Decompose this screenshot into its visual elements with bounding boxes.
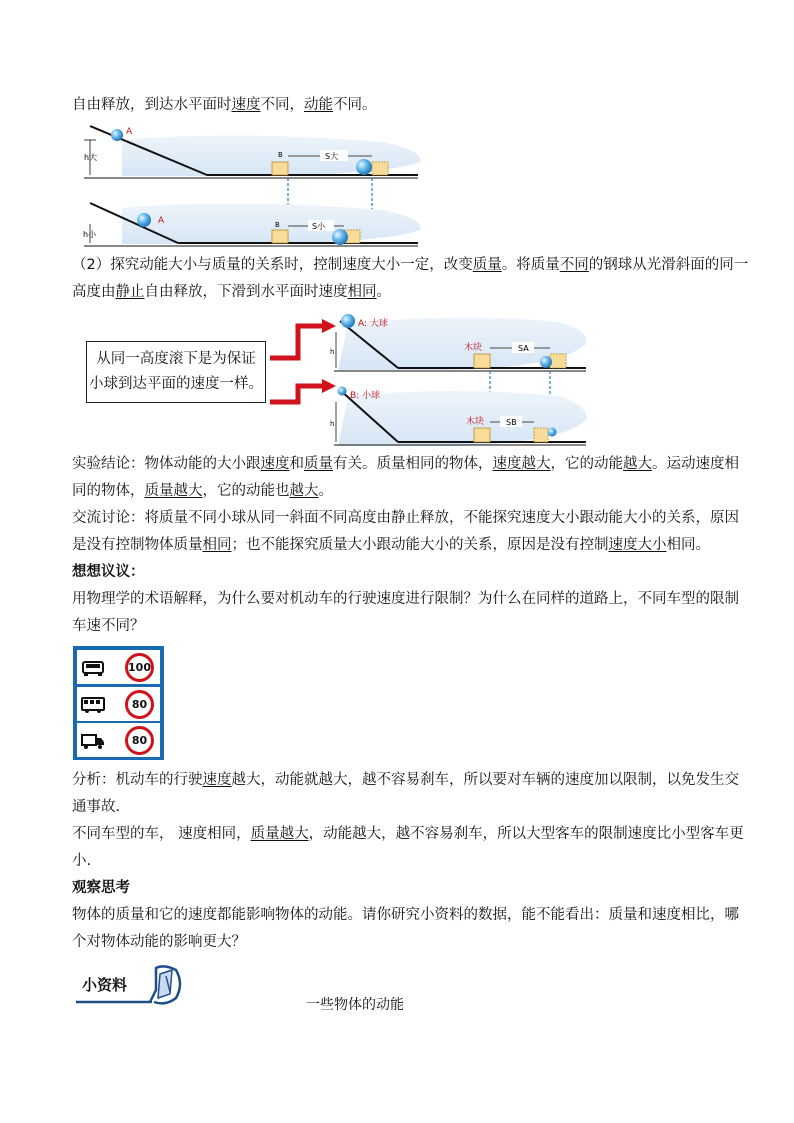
svg-text:A: 大球: A: 大球 (358, 319, 388, 329)
bus-icon (81, 692, 105, 716)
ball-label: A (126, 127, 133, 137)
text-vehicles-1: 不同车型的车， 速度相同，质量越大，动能越大，越不容易刹车，所以大型客车的限制速度比小型客车更 (72, 826, 744, 842)
sign-row-truck (77, 723, 160, 757)
text-discussion-2: 是没有控制物体质量相同；也不能探究质量大小跟动能大小的关系，原因是没有控制速度大小相同。 (72, 537, 710, 553)
text-conclusion-2: 同的物体，质量越大，它的动能也越大。 (72, 483, 333, 499)
text-line-mass-1: （2）探究动能大小与质量的关系时，控制速度大小一定，改变质量。将质量不同的钢球从光滑斜面的同一 (72, 257, 749, 273)
text-discussion-1: 交流讨论：将质量不同小球从同一斜面不同高度由静止释放，不能探究速度大小跟动能大小的关系，原因 (72, 510, 739, 526)
text-analysis-2: 通事故. (72, 799, 121, 815)
svg-text:S小: S小 (312, 222, 326, 231)
text-vehicles-2: 小. (72, 853, 92, 869)
svg-text:SA: SA (518, 344, 529, 353)
text-question-1: 用物理学的术语解释，为什么要对机动车的行驶速度进行限制？为什么在同样的道路上，不同车型的限制 (72, 591, 739, 607)
figure-mass-experiment (268, 310, 590, 450)
svg-text:h: h (330, 420, 335, 428)
block-label: B (278, 151, 283, 159)
truck-icon (81, 728, 105, 752)
speed-limit-sign (73, 646, 164, 760)
arrow-top-icon (270, 326, 326, 358)
table-caption: 一些物体的动能 (306, 997, 404, 1013)
ball-large (341, 314, 355, 328)
svg-text:木块: 木块 (466, 417, 485, 427)
distance-label: S大 (325, 152, 339, 161)
speed-limit-value: 100 (125, 653, 154, 682)
callout-note: 从同一高度滚下是为保证 小球到达平面的速度一样。 (86, 341, 266, 403)
resource-badge (72, 962, 184, 1010)
block-b (272, 162, 288, 175)
svg-text:B: B (275, 221, 280, 229)
svg-text:A: A (158, 216, 165, 226)
resource-label: 小资料 (82, 976, 128, 994)
text-question-2: 车速不同？ (72, 618, 145, 634)
svg-text:h小: h小 (83, 230, 97, 239)
sign-row-bus (77, 687, 160, 721)
svg-text:木块: 木块 (464, 343, 483, 353)
text-line-release: 自由释放，到达水平面时速度不同，动能不同。 (72, 97, 377, 113)
arrow-bottom-icon (270, 386, 326, 402)
panel-low (83, 203, 420, 246)
svg-text:SB: SB (506, 418, 517, 427)
panel-high (84, 126, 420, 178)
height-label: h大 (84, 153, 98, 162)
text-observe-2: 个对物体动能的影响更大？ (72, 934, 246, 950)
sign-row-car (77, 650, 160, 684)
heading-observe: 观察思考 (72, 880, 130, 896)
ball-a-end (356, 159, 372, 175)
text-line-mass-2: 高度由静止自由释放，下滑到水平面时速度相同。 (72, 284, 391, 300)
text-analysis-1: 分析：机动车的行驶速度越大，动能就越大，越不容易刹车，所以要对车辆的速度加以限制，以免发生交 (72, 772, 739, 788)
text-conclusion-1: 实验结论：物体动能的大小跟速度和质量有关。质量相同的物体，速度越大，它的动能越大。运动速度相 (72, 456, 739, 472)
car-icon (81, 655, 105, 679)
text-observe-1: 物体的质量和它的速度都能影响物体的动能。请你研究小资料的数据，能不能看出：质量和速度相比，哪 (72, 907, 739, 923)
speed-limit-value: 80 (125, 690, 154, 719)
ball-a (111, 129, 123, 141)
heading-think: 想想议议： (72, 564, 145, 580)
svg-text:B: 小球: B: 小球 (350, 391, 381, 401)
svg-text:h: h (330, 348, 335, 356)
ball-small (338, 387, 347, 396)
figure-height-experiment (82, 120, 424, 250)
speed-limit-value: 80 (125, 726, 154, 755)
